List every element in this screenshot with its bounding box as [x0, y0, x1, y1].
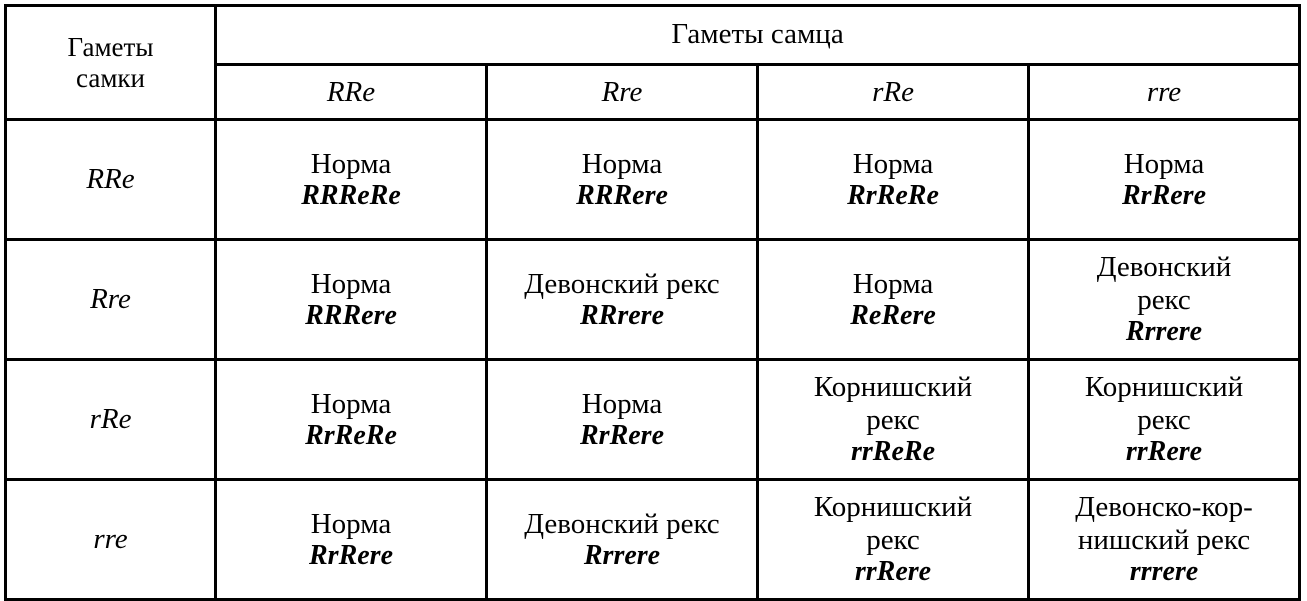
- cell-3-3: [758, 360, 1029, 480]
- cell-genotype: RrRere: [580, 420, 664, 452]
- cell-3-4: [1029, 360, 1300, 480]
- table-row: [6, 360, 1300, 480]
- cell-genotype: ReRere: [850, 300, 936, 332]
- cell-phenotype: Норма: [310, 267, 392, 300]
- header-male-gametes: Гаметы самца: [216, 6, 1300, 65]
- punnett-square-table: [4, 4, 1301, 601]
- table-row: [6, 240, 1300, 360]
- cell-genotype: rrReRe: [851, 436, 935, 468]
- male-gamete-header-3: rRe: [758, 65, 1029, 120]
- cell-phenotype: Норма: [581, 387, 663, 420]
- female-gamete-header-3: rRe: [6, 360, 216, 480]
- female-gamete-header-2: Rre: [6, 240, 216, 360]
- cell-genotype: RRRere: [576, 180, 668, 212]
- cell-genotype: rrrere: [1129, 556, 1199, 588]
- cell-genotype: RrReRe: [305, 420, 397, 452]
- cell-4-4: [1029, 480, 1300, 600]
- cell-genotype: Rrrere: [583, 540, 661, 572]
- table-row: [6, 480, 1300, 600]
- female-gamete-header-1: RRe: [6, 120, 216, 240]
- corner-header-female-gametes: [6, 6, 216, 120]
- cell-phenotype: Норма: [310, 507, 392, 540]
- cell-2-4: [1029, 240, 1300, 360]
- cell-4-1: [216, 480, 487, 600]
- male-gamete-header-2: Rre: [487, 65, 758, 120]
- corner-header-line1: Гаметы: [67, 32, 154, 63]
- table-row: [6, 120, 1300, 240]
- cell-phenotype: Корнишский рекс: [813, 491, 973, 556]
- cell-genotype: rrRere: [854, 556, 932, 588]
- cell-phenotype: Норма: [1123, 147, 1205, 180]
- male-gamete-header-4: rre: [1029, 65, 1300, 120]
- cell-1-3: [758, 120, 1029, 240]
- cell-1-1: [216, 120, 487, 240]
- cell-3-2: [487, 360, 758, 480]
- cell-2-1: [216, 240, 487, 360]
- cell-3-1: [216, 360, 487, 480]
- cell-phenotype: Корнишский рекс: [1084, 371, 1244, 436]
- cell-phenotype: Девонский рекс: [1096, 251, 1232, 316]
- cell-genotype: RrRere: [309, 540, 393, 572]
- cell-2-2: [487, 240, 758, 360]
- cell-1-4: [1029, 120, 1300, 240]
- cell-phenotype: Норма: [310, 147, 392, 180]
- cell-genotype: RRRere: [305, 300, 397, 332]
- header-row-male: [6, 6, 1300, 65]
- cell-2-3: [758, 240, 1029, 360]
- cell-genotype: Rrrere: [1125, 316, 1203, 348]
- cell-genotype: RrRere: [1122, 180, 1206, 212]
- cell-phenotype: Норма: [852, 147, 934, 180]
- cell-phenotype: Девонско-кор- нишский рекс: [1075, 491, 1253, 556]
- cell-4-3: [758, 480, 1029, 600]
- cell-phenotype: Девонский рекс: [524, 267, 720, 300]
- male-gamete-header-1: RRe: [216, 65, 487, 120]
- cell-phenotype: Корнишский рекс: [813, 371, 973, 436]
- cell-genotype: RRrere: [580, 300, 664, 332]
- corner-header-line2: самки: [76, 62, 145, 93]
- cell-genotype: rrRere: [1125, 436, 1203, 468]
- cell-1-2: [487, 120, 758, 240]
- cell-phenotype: Норма: [310, 387, 392, 420]
- cell-phenotype: Девонский рекс: [524, 507, 720, 540]
- female-gamete-header-4: rre: [6, 480, 216, 600]
- cell-genotype: RRReRe: [301, 180, 401, 212]
- cell-phenotype: Норма: [852, 267, 934, 300]
- cell-phenotype: Норма: [581, 147, 663, 180]
- cell-genotype: RrReRe: [847, 180, 939, 212]
- cell-4-2: [487, 480, 758, 600]
